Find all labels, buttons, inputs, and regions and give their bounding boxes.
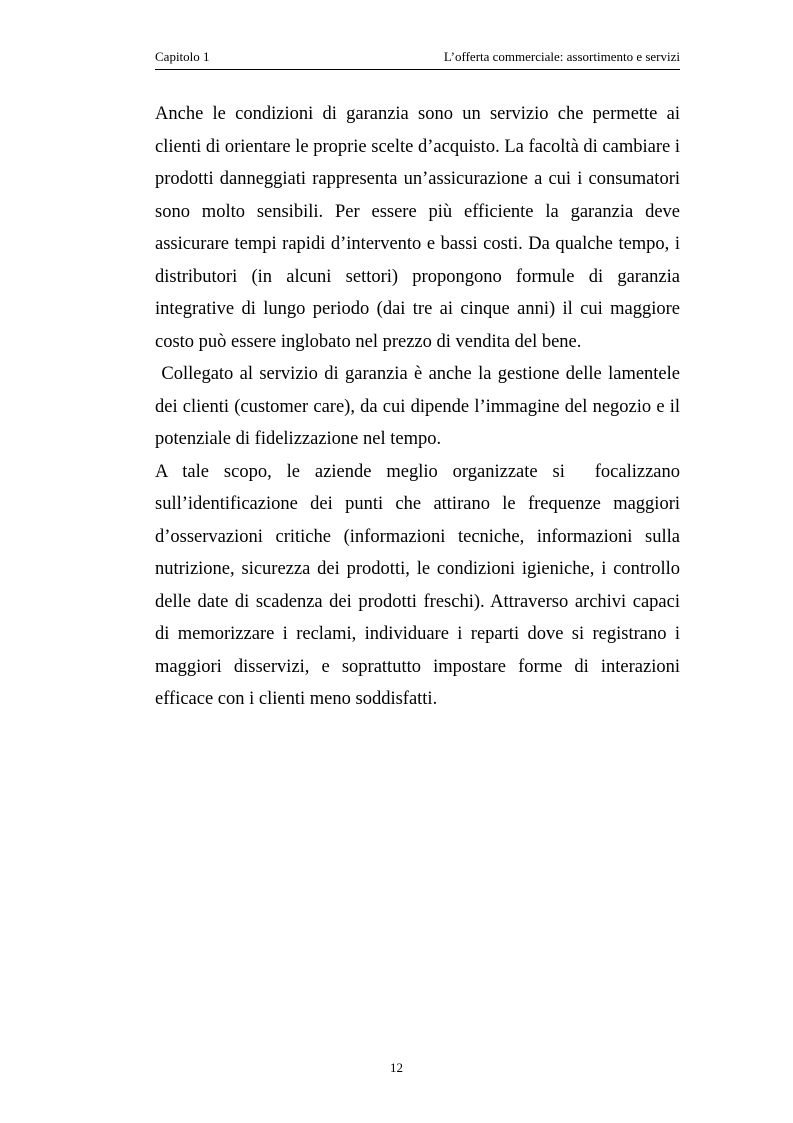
paragraph-complaints: A tale scopo, le aziende meglio organizzate si focalizzano sull’identificazione dei punti che attirano le frequenze maggiori d’osservazioni critiche (informazioni tecniche, informazioni sulla nutrizione, sicurezza dei prodotti, le condizioni igieniche, i controllo delle date di scadenza dei prodotti freschi). Attraverso archivi capaci di memorizzare i reclami, individuare i reparti dove si registrano i maggiori disservizi, e soprattutto impostare forme di interazioni efficace con i clienti meno soddisfatti. [155,461,685,709]
running-header [155,48,680,70]
body-text [155,98,685,716]
chapter-label: Capitolo 1 [155,49,210,64]
paragraph-customer-care: Collegato al servizio di garanzia è anche la gestione delle lamentele dei clienti (customer care), da cui dipende l’immagine del negozio e il potenziale di fidelizzazione nel tempo. [155,364,685,449]
paragraph-warranty: Anche le condizioni di garanzia sono un servizio che permette ai clienti di orientare le proprie scelte d’acquisto. La facoltà di cambiare i prodotti danneggiati rappresenta un’assicurazione a cui i consumatori sono molto sensibili. Per essere più efficiente la garanzia deve assicurare tempi rapidi d’intervento e bassi costi. Da qualche tempo, i distributori (in alcuni settori) propongono formule di garanzia integrative di lungo periodo (dai tre ai cinque anni) il cui maggiore costo può essere inglobato nel prezzo di vendita del bene. [155,104,680,352]
page-number: 12 [390,1060,403,1075]
header-divider [155,69,680,70]
section-title: L’offerta commerciale: assortimento e servizi [443,49,680,64]
